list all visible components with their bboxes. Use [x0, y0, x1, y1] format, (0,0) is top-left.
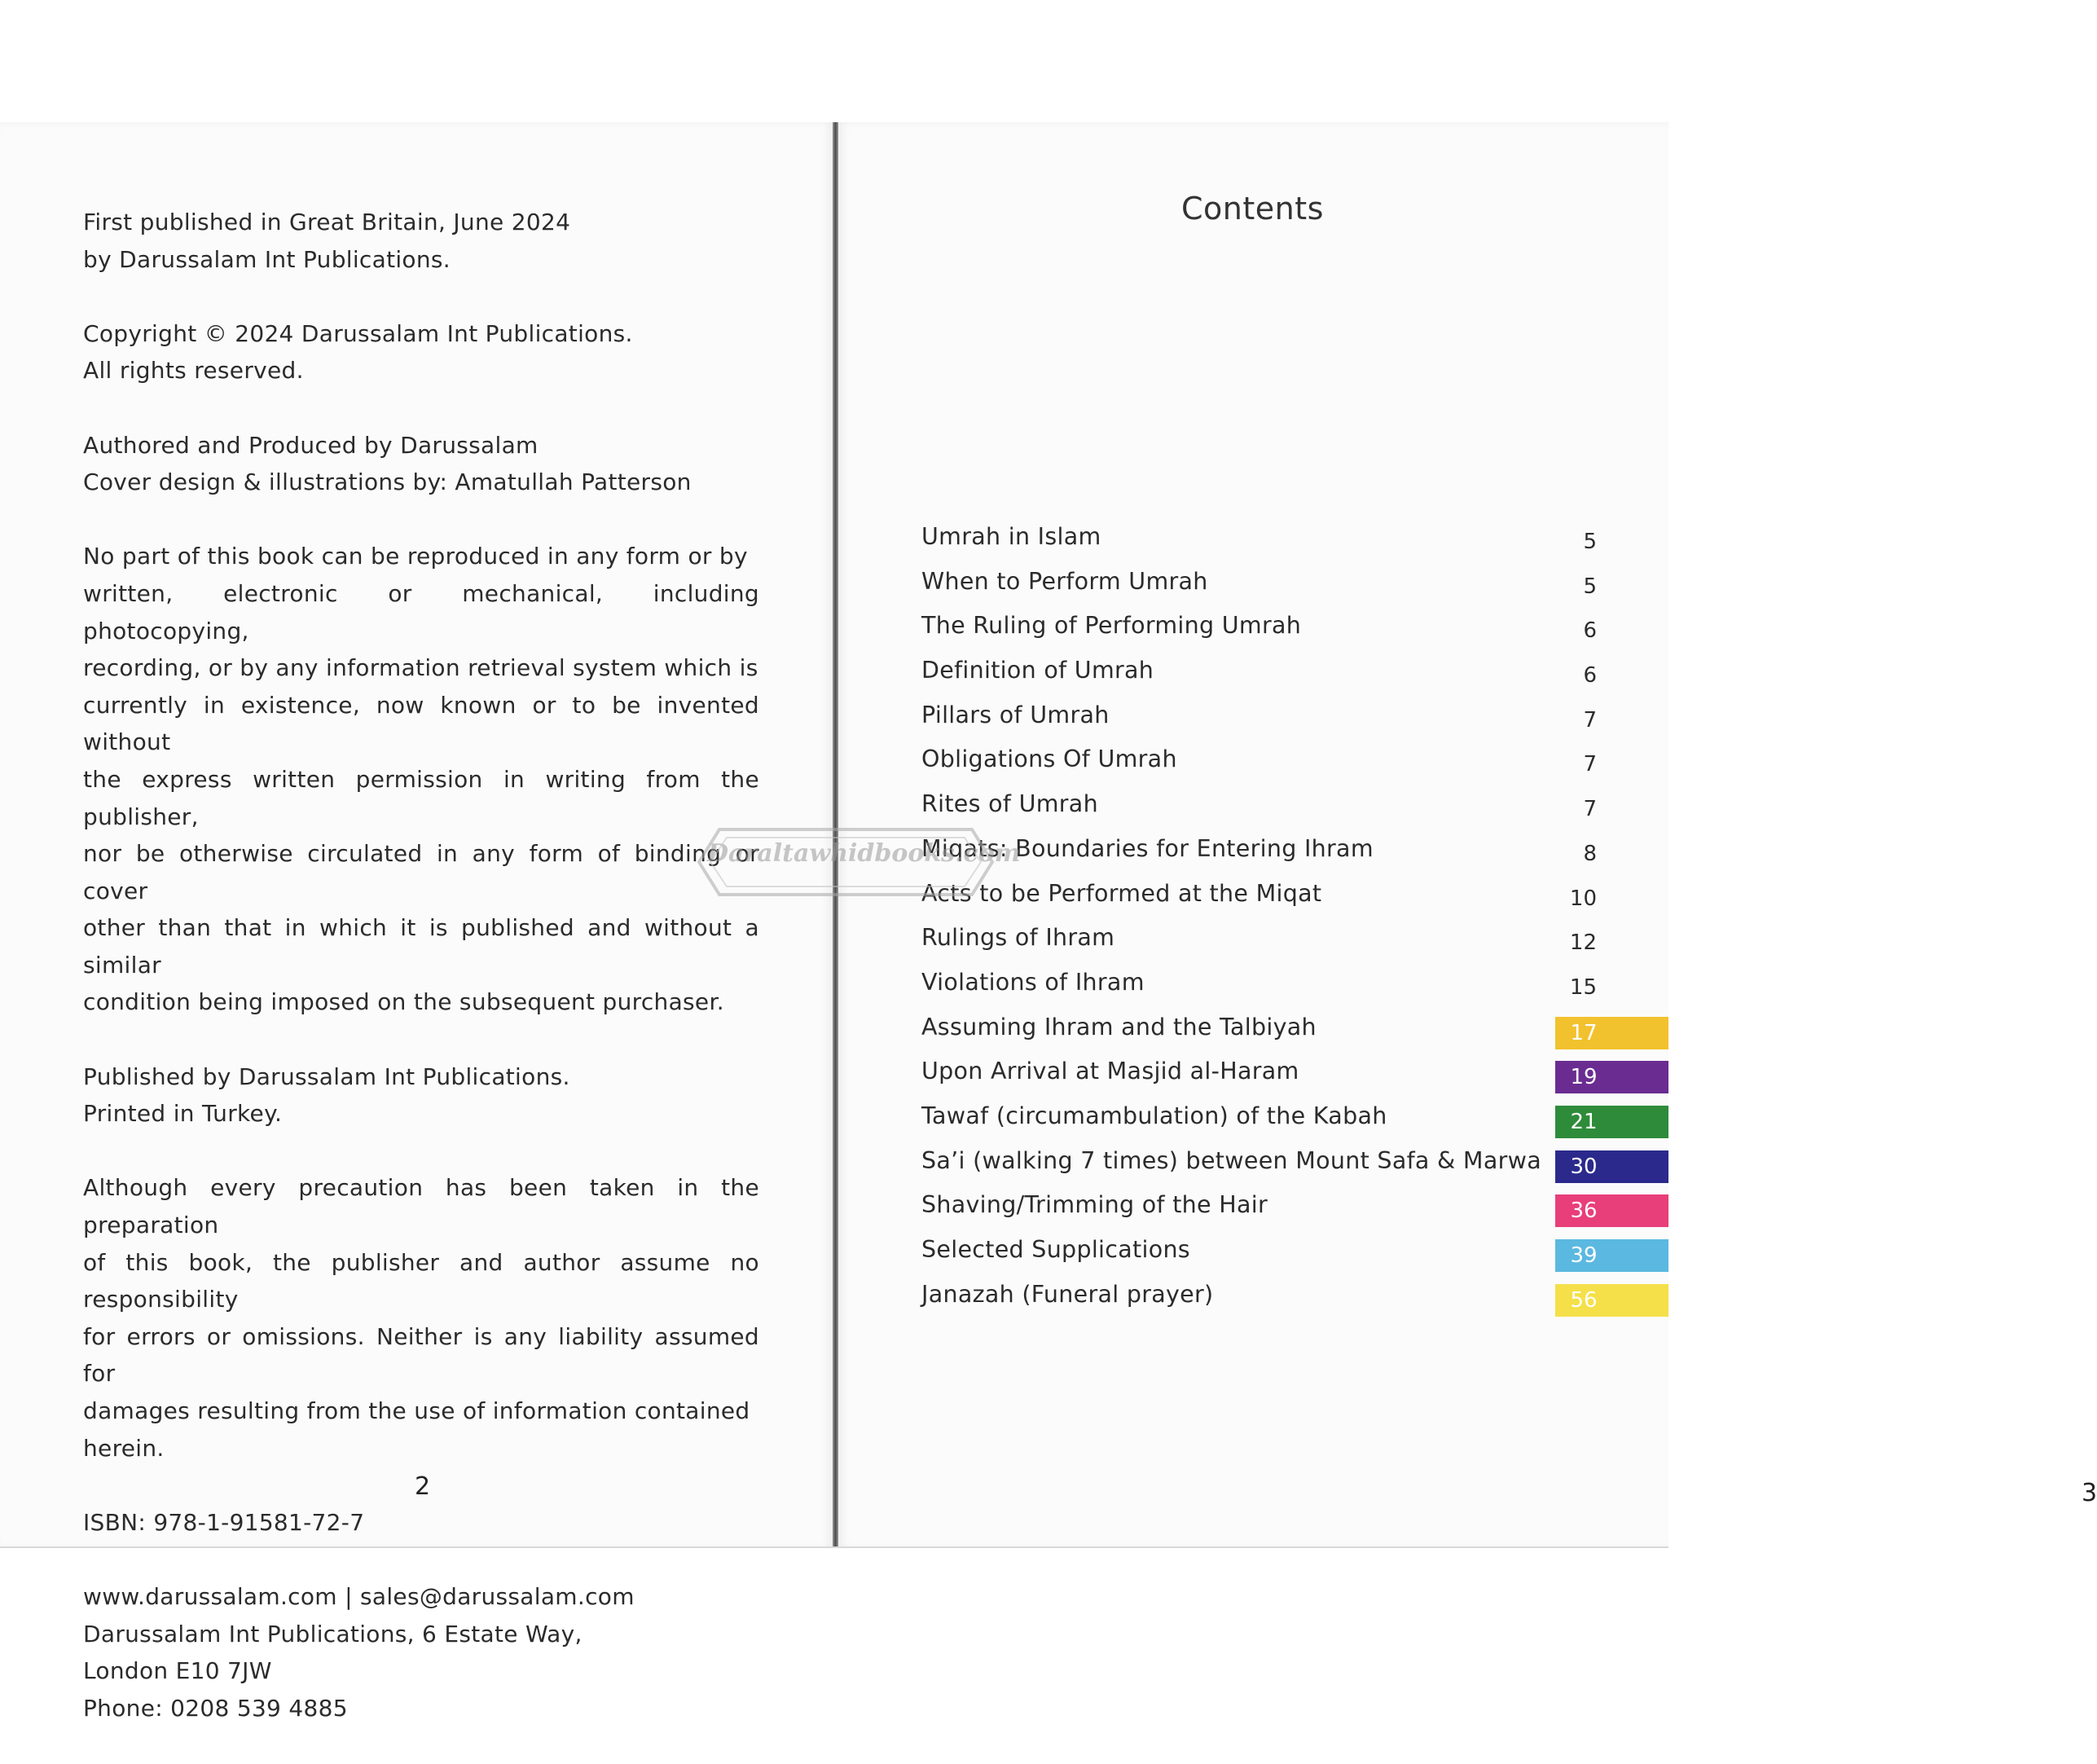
imprint-line: condition being imposed on the subsequent purchaser.	[83, 988, 724, 1016]
toc-entry	[921, 1278, 1668, 1322]
page-bottom-edge	[0, 1546, 1668, 1548]
toc-entry-page: 56	[1570, 1287, 1598, 1313]
toc-entry-title: Tawaf (circumambulation) of the Kabah	[921, 1102, 1387, 1129]
toc-entry-page: 5	[1583, 574, 1597, 599]
imprint-line: Phone: 0208 539 4885	[83, 1694, 348, 1722]
imprint-line: Printed in Turkey.	[83, 1100, 283, 1128]
toc-entry-title: Rulings of Ihram	[921, 924, 1115, 952]
toc-entry	[921, 1144, 1668, 1189]
imprint-line: Copyright © 2024 Darussalam Int Publications.	[83, 319, 633, 347]
toc-entry-title: The Ruling of Performing Umrah	[921, 612, 1302, 640]
toc-entry	[921, 921, 1668, 966]
toc-entry	[921, 742, 1668, 787]
imprint-line: All rights reserved.	[83, 357, 304, 385]
toc-entry-title: Shaving/Trimming of the Hair	[921, 1191, 1268, 1219]
imprint-line: nor be otherwise circulated in any form of binding or cover	[83, 840, 759, 904]
toc-entry-title: Umrah in Islam	[921, 523, 1101, 550]
imprint-line: damages resulting from the use of information contained	[83, 1397, 750, 1424]
toc-entry-title: Upon Arrival at Masjid al-Haram	[921, 1058, 1299, 1085]
imprint-line: Cover design & illustrations by: Amatullah Patterson	[83, 468, 692, 496]
imprint-line: of this book, the publisher and author assume no responsibility	[83, 1248, 759, 1313]
imprint-line: by Darussalam Int Publications.	[83, 245, 451, 273]
toc-entry-page: 12	[1569, 930, 1597, 956]
toc-entry-page: 15	[1569, 974, 1597, 1000]
imprint-line: Darussalam Int Publications, 6 Estate Way,	[83, 1620, 582, 1647]
toc-entry-title: Violations of Ihram	[921, 968, 1145, 996]
imprint-line: for errors or omissions. Neither is any liability assumed for	[83, 1322, 759, 1388]
toc-entry-title: Selected Supplications	[921, 1236, 1190, 1263]
contents-title: Contents	[1181, 191, 1324, 227]
imprint-text	[83, 204, 759, 1764]
toc-entry-title: Assuming Ihram and the Talbiyah	[921, 1013, 1317, 1040]
imprint-line: Authored and Produced by Darussalam	[83, 431, 539, 459]
toc-entry-page: 10	[1569, 886, 1597, 911]
section-color-tab	[1555, 1061, 1668, 1093]
toc-entry-title: Sa’i (walking 7 times) between Mount Safa & Marwa	[921, 1146, 1541, 1174]
toc-entry-page: 8	[1583, 841, 1597, 866]
imprint-line: recording, or by any information retrieval system which is	[83, 654, 758, 682]
imprint-line: London E10 7JW	[83, 1657, 272, 1685]
toc-entry	[921, 1054, 1668, 1099]
imprint-line: Although every precaution has been taken in the preparation	[83, 1174, 759, 1239]
toc-entry-page: 5	[1583, 530, 1597, 554]
table-of-contents	[921, 520, 1668, 1322]
toc-entry-page: 6	[1583, 663, 1597, 688]
imprint-line: other than that in which it is published and without a similar	[83, 914, 759, 979]
section-color-tab	[1555, 1106, 1668, 1138]
toc-entry-page: 21	[1570, 1109, 1598, 1134]
toc-entry-title: Pillars of Umrah	[921, 701, 1110, 728]
toc-entry-title: When to Perform Umrah	[921, 567, 1208, 595]
imprint-line: the express written permission in writing from the publisher,	[83, 765, 759, 830]
toc-entry	[921, 787, 1668, 832]
section-color-tab	[1555, 1284, 1668, 1317]
watermark-logo	[675, 821, 1021, 903]
section-color-tab	[1555, 1194, 1668, 1227]
imprint-line: Published by Darussalam Int Publications.	[83, 1062, 570, 1090]
section-color-tab	[1555, 1239, 1668, 1272]
page-number-left: 2	[415, 1472, 431, 1501]
toc-entry-page: 39	[1570, 1243, 1598, 1268]
imprint-block	[83, 1504, 759, 1542]
toc-entry	[921, 1099, 1668, 1144]
toc-entry	[921, 609, 1668, 653]
toc-entry-page: 7	[1583, 752, 1597, 777]
toc-entry-title: Janazah (Funeral prayer)	[921, 1280, 1214, 1308]
toc-entry-title: Rites of Umrah	[921, 790, 1098, 818]
toc-entry-page: 6	[1583, 618, 1597, 644]
toc-entry-title: Definition of Umrah	[921, 657, 1154, 684]
toc-entry-title: Acts to be Performed at the Miqat	[921, 879, 1322, 907]
toc-entry	[921, 698, 1668, 743]
imprint-block	[83, 1578, 759, 1727]
imprint-line: No part of this book can be reproduced in any form or by	[83, 543, 748, 570]
toc-entry	[921, 1233, 1668, 1278]
watermark-text: Daraltawhidbooks.com	[707, 839, 1021, 868]
toc-entry	[921, 966, 1668, 1010]
imprint-line: currently in existence, now known or to be invented without	[83, 691, 759, 756]
toc-entry	[921, 1188, 1668, 1233]
imprint-block	[83, 427, 759, 501]
toc-entry-title: Miqats: Boundaries for Entering Ihram	[921, 834, 1374, 862]
section-color-tab	[1555, 1017, 1668, 1049]
toc-entry-page: 36	[1570, 1199, 1598, 1224]
toc-entry-title: Obligations Of Umrah	[921, 746, 1177, 773]
toc-entry-page: 17	[1570, 1020, 1598, 1045]
toc-entry-page: 30	[1570, 1154, 1598, 1179]
imprint-line: First published in Great Britain, June 2024	[83, 209, 571, 235]
toc-entry	[921, 565, 1668, 609]
toc-entry	[921, 832, 1668, 877]
toc-entry-page: 7	[1583, 797, 1597, 822]
imprint-line: www.darussalam.com | sales@darussalam.com	[83, 1582, 635, 1610]
imprint-line: ISBN: 978-1-91581-72-7	[83, 1508, 365, 1536]
imprint-block	[83, 315, 759, 389]
toc-entry-page: 7	[1583, 707, 1597, 732]
imprint-block	[83, 204, 759, 278]
toc-entry	[921, 877, 1668, 922]
toc-entry-page: 19	[1570, 1065, 1598, 1090]
page-number-right: 3	[2082, 1479, 2097, 1507]
imprint-block	[83, 1058, 759, 1133]
imprint-line: herein.	[83, 1434, 165, 1462]
imprint-block	[83, 1169, 759, 1467]
toc-entry	[921, 653, 1668, 698]
imprint-line: written, electronic or mechanical, including photocopying,	[83, 579, 759, 644]
toc-entry	[921, 1010, 1668, 1055]
toc-entry	[921, 520, 1668, 565]
section-color-tab	[1555, 1150, 1668, 1183]
imprint-block	[83, 538, 759, 1021]
